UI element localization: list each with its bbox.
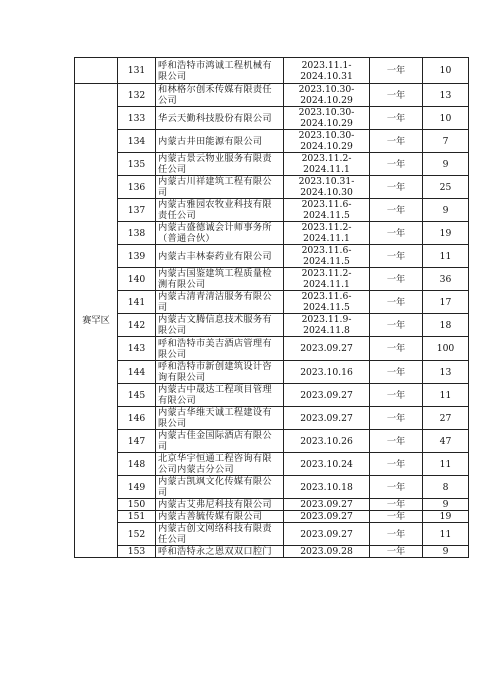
table-row [75, 58, 469, 84]
date-range-cell: 2023.11.6-2024.11.5 [284, 199, 370, 222]
date-range-cell: 2023.09.27 [284, 523, 370, 546]
term-cell: 一年 [370, 499, 423, 511]
count-cell: 11 [423, 453, 469, 476]
table-row [75, 407, 469, 430]
count-cell: 19 [423, 222, 469, 245]
term-cell: 一年 [370, 337, 423, 361]
date-range-cell: 2023.10.18 [284, 476, 370, 499]
date-range-cell: 2023.09.27 [284, 407, 370, 430]
row-number-cell: 152 [118, 523, 156, 546]
count-cell: 10 [423, 107, 469, 130]
table-row [75, 430, 469, 453]
company-name-cell: 内蒙古艾弗尼科技有限公司 [156, 499, 284, 511]
date-range-cell: 2023.10.30-2024.10.29 [284, 107, 370, 130]
row-number-cell: 147 [118, 430, 156, 453]
company-name-cell: 内蒙古国鉴建筑工程质量检测有限公司 [156, 268, 284, 291]
company-name-cell: 内蒙古川祥建筑工程有限公司 [156, 176, 284, 199]
count-cell: 11 [423, 384, 469, 407]
count-cell: 27 [423, 407, 469, 430]
count-cell: 11 [423, 245, 469, 268]
row-number-cell: 148 [118, 453, 156, 476]
company-name-cell: 内蒙古善毓传媒有限公司 [156, 511, 284, 523]
term-cell: 一年 [370, 84, 423, 107]
term-cell: 一年 [370, 546, 423, 558]
table-row [75, 453, 469, 476]
term-cell: 一年 [370, 384, 423, 407]
table-row [75, 523, 469, 546]
company-name-cell: 内蒙古中晟达工程项目管理有限公司 [156, 384, 284, 407]
date-range-cell: 2023.11.6-2024.11.5 [284, 245, 370, 268]
count-cell: 17 [423, 291, 469, 314]
count-cell: 11 [423, 523, 469, 546]
company-name-cell: 华云天勤科技股份有限公司 [156, 107, 284, 130]
term-cell: 一年 [370, 314, 423, 337]
date-range-cell: 2023.10.26 [284, 430, 370, 453]
date-range-cell: 2023.10.31-2024.10.30 [284, 176, 370, 199]
company-name-cell: 内蒙古凯飒文化传媒有限公司 [156, 476, 284, 499]
company-name-cell: 内蒙古景云物业服务有限责任公司 [156, 153, 284, 176]
term-cell: 一年 [370, 511, 423, 523]
company-name-cell: 内蒙古文腾信息技术服务有限公司 [156, 314, 284, 337]
table-row [75, 245, 469, 268]
date-range-cell: 2023.09.27 [284, 511, 370, 523]
table-row [75, 291, 469, 314]
row-number-cell: 145 [118, 384, 156, 407]
table-row [75, 176, 469, 199]
table-row [75, 130, 469, 153]
table-row [75, 222, 469, 245]
count-cell: 36 [423, 268, 469, 291]
row-number-cell: 141 [118, 291, 156, 314]
table-row [75, 361, 469, 384]
count-cell: 13 [423, 84, 469, 107]
company-name-cell: 和林格尔创禾传媒有限责任公司 [156, 84, 284, 107]
date-range-cell: 2023.10.30-2024.10.29 [284, 84, 370, 107]
company-name-cell: 呼和浩特永之恩双双口腔门 [156, 546, 284, 558]
count-cell: 10 [423, 58, 469, 84]
table-row [75, 546, 469, 558]
term-cell: 一年 [370, 430, 423, 453]
table-body [75, 58, 469, 558]
term-cell: 一年 [370, 523, 423, 546]
company-name-cell: 内蒙古盛德诚会计师事务所（普通合伙） [156, 222, 284, 245]
term-cell: 一年 [370, 476, 423, 499]
count-cell: 9 [423, 499, 469, 511]
row-number-cell: 140 [118, 268, 156, 291]
row-number-cell: 143 [118, 337, 156, 361]
date-range-cell: 2023.09.27 [284, 499, 370, 511]
date-range-cell: 2023.11.2-2024.11.1 [284, 268, 370, 291]
count-cell: 9 [423, 153, 469, 176]
company-name-cell: 内蒙古创文网络科技有限责任公司 [156, 523, 284, 546]
count-cell: 18 [423, 314, 469, 337]
company-name-cell: 内蒙古佳金国际酒店有限公司 [156, 430, 284, 453]
term-cell: 一年 [370, 176, 423, 199]
empty-district-cell [75, 58, 118, 84]
table-row [75, 337, 469, 361]
term-cell: 一年 [370, 407, 423, 430]
date-range-cell: 2023.09.27 [284, 337, 370, 361]
count-cell: 7 [423, 130, 469, 153]
date-range-cell: 2023.11.6-2024.11.5 [284, 291, 370, 314]
company-name-cell: 内蒙古雅园农牧业科技有限责任公司 [156, 199, 284, 222]
count-cell: 25 [423, 176, 469, 199]
row-number-cell: 133 [118, 107, 156, 130]
row-number-cell: 137 [118, 199, 156, 222]
term-cell: 一年 [370, 107, 423, 130]
row-number-cell: 135 [118, 153, 156, 176]
term-cell: 一年 [370, 291, 423, 314]
term-cell: 一年 [370, 453, 423, 476]
term-cell: 一年 [370, 268, 423, 291]
row-number-cell: 150 [118, 499, 156, 511]
term-cell: 一年 [370, 58, 423, 84]
row-number-cell: 131 [118, 58, 156, 84]
count-cell: 9 [423, 546, 469, 558]
row-number-cell: 136 [118, 176, 156, 199]
count-cell: 13 [423, 361, 469, 384]
term-cell: 一年 [370, 130, 423, 153]
company-name-cell: 北京华宇恒通工程咨询有限公司内蒙古分公司 [156, 453, 284, 476]
date-range-cell: 2023.11.2-2024.11.1 [284, 153, 370, 176]
date-range-cell: 2023.10.30-2024.10.29 [284, 130, 370, 153]
company-name-cell: 内蒙古华维天诚工程建设有限公司 [156, 407, 284, 430]
row-number-cell: 142 [118, 314, 156, 337]
date-range-cell: 2023.11.2-2024.11.1 [284, 222, 370, 245]
term-cell: 一年 [370, 245, 423, 268]
count-cell: 9 [423, 199, 469, 222]
table-row [75, 476, 469, 499]
row-number-cell: 151 [118, 511, 156, 523]
date-range-cell: 2023.09.28 [284, 546, 370, 558]
table-row [75, 499, 469, 511]
row-number-cell: 134 [118, 130, 156, 153]
table-row [75, 84, 469, 107]
table-row [75, 153, 469, 176]
company-name-cell: 呼和浩特市美吉酒店管理有限公司 [156, 337, 284, 361]
table-row [75, 314, 469, 337]
term-cell: 一年 [370, 153, 423, 176]
date-range-cell: 2023.11.1-2024.10.31 [284, 58, 370, 84]
row-number-cell: 146 [118, 407, 156, 430]
date-range-cell: 2023.10.16 [284, 361, 370, 384]
term-cell: 一年 [370, 361, 423, 384]
count-cell: 47 [423, 430, 469, 453]
row-number-cell: 144 [118, 361, 156, 384]
company-list-table [74, 57, 469, 558]
company-name-cell: 内蒙古丰林泰药业有限公司 [156, 245, 284, 268]
company-name-cell: 呼和浩特市鸿诚工程机械有限公司 [156, 58, 284, 84]
row-number-cell: 138 [118, 222, 156, 245]
term-cell: 一年 [370, 222, 423, 245]
count-cell: 8 [423, 476, 469, 499]
table-row [75, 199, 469, 222]
row-number-cell: 132 [118, 84, 156, 107]
row-number-cell: 139 [118, 245, 156, 268]
count-cell: 100 [423, 337, 469, 361]
table-row [75, 511, 469, 523]
date-range-cell: 2023.10.24 [284, 453, 370, 476]
table-row [75, 268, 469, 291]
term-cell: 一年 [370, 199, 423, 222]
company-name-cell: 内蒙古清青清洁服务有限公司 [156, 291, 284, 314]
row-number-cell: 149 [118, 476, 156, 499]
count-cell: 19 [423, 511, 469, 523]
district-cell: 赛罕区 [75, 84, 118, 558]
row-number-cell: 153 [118, 546, 156, 558]
table-row [75, 107, 469, 130]
company-name-cell: 呼和浩特市新创建筑设计咨询有限公司 [156, 361, 284, 384]
date-range-cell: 2023.11.9-2024.11.8 [284, 314, 370, 337]
company-name-cell: 内蒙古井田能源有限公司 [156, 130, 284, 153]
table-row [75, 384, 469, 407]
date-range-cell: 2023.09.27 [284, 384, 370, 407]
